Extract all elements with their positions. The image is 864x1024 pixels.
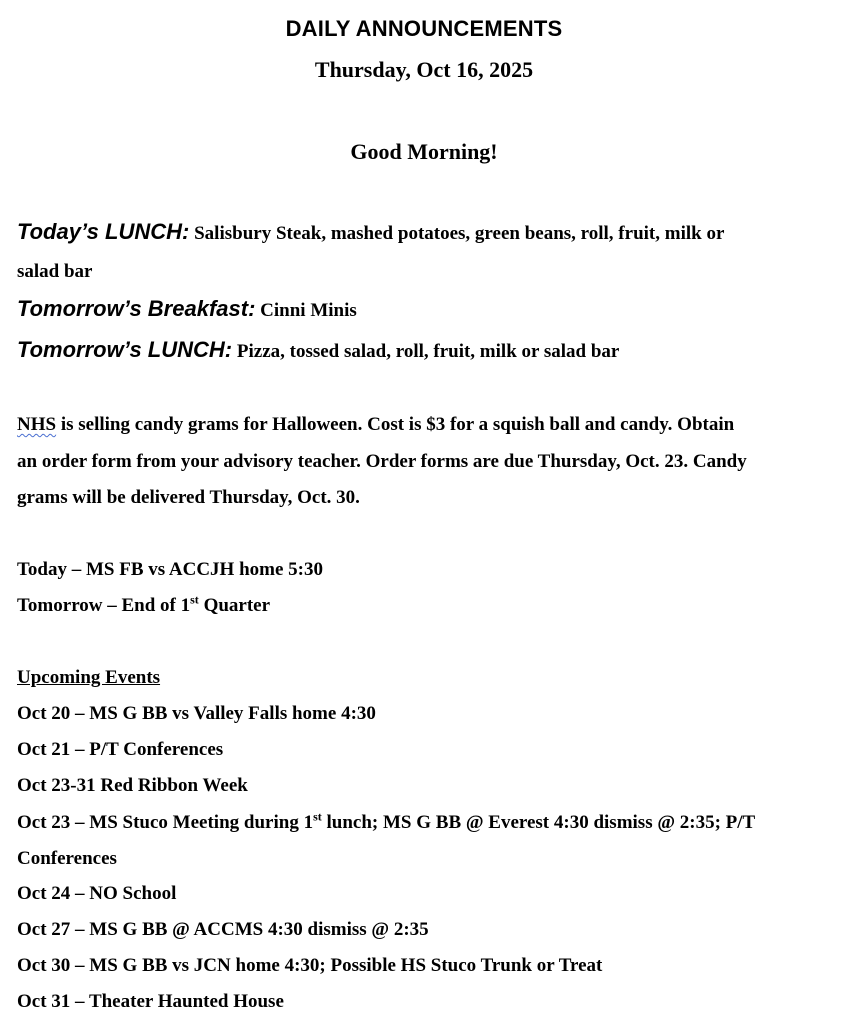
announcement-date: Thursday, Oct 16, 2025 [314, 57, 534, 82]
nhs-text: is selling candy grams for Halloween. Cost is $3 for a squish ball and candy. Obtain [56, 414, 735, 435]
today-lunch [17, 219, 724, 245]
tomorrow-breakfast [17, 296, 357, 322]
nhs-abbreviation: NHS [17, 414, 57, 435]
event-oct-23-continued: Conferences [17, 848, 117, 869]
tomorrow-lunch-label: Tomorrow’s LUNCH: [17, 337, 233, 362]
event-oct-23-suffix: lunch; MS G BB @ Everest 4:30 dismiss @ 2:35; P/T [321, 812, 756, 833]
tomorrow-event-text: Tomorrow – End of 1 [17, 595, 191, 616]
today-lunch-continued: salad bar [17, 261, 93, 282]
event-oct-23-text: Oct 23 – MS Stuco Meeting during 1 [17, 812, 314, 833]
event-oct-31: Oct 31 – Theater Haunted House [17, 991, 284, 1012]
event-oct-30: Oct 30 – MS G BB vs JCN home 4:30; Possible HS Stuco Trunk or Treat [17, 955, 603, 976]
nhs-announcement-line-3: grams will be delivered Thursday, Oct. 30. [17, 487, 360, 508]
tomorrow-event [17, 592, 271, 617]
tomorrow-event-suffix: Quarter [198, 595, 271, 616]
nhs-announcement-line-2: an order form from your advisory teacher. Order forms are due Thursday, Oct. 23. Candy [17, 451, 747, 472]
greeting: Good Morning! [350, 139, 498, 164]
tomorrow-lunch [17, 337, 619, 363]
tomorrow-lunch-menu: Pizza, tossed salad, roll, fruit, milk or salad bar [232, 341, 620, 362]
nhs-announcement-line-1 [17, 414, 734, 436]
event-oct-27: Oct 27 – MS G BB @ ACCMS 4:30 dismiss @ 2:35 [17, 919, 429, 940]
event-oct-20: Oct 20 – MS G BB vs Valley Falls home 4:30 [17, 703, 376, 724]
today-lunch-menu: Salisbury Steak, mashed potatoes, green beans, roll, fruit, milk or [189, 223, 725, 244]
tomorrow-breakfast-label: Tomorrow’s Breakfast: [17, 296, 256, 321]
event-oct-21: Oct 21 – P/T Conferences [17, 739, 224, 760]
ordinal-suffix: st [190, 592, 199, 607]
today-lunch-label: Today’s LUNCH: [17, 219, 190, 244]
tomorrow-breakfast-menu: Cinni Minis [255, 300, 357, 321]
event-oct-23 [17, 809, 756, 834]
page-title: DAILY ANNOUNCEMENTS [285, 16, 563, 41]
today-event: Today – MS FB vs ACCJH home 5:30 [17, 559, 323, 580]
event-oct-23-31: Oct 23-31 Red Ribbon Week [17, 775, 248, 796]
event-oct-24: Oct 24 – NO School [17, 883, 177, 904]
ordinal-suffix: st [313, 809, 322, 824]
upcoming-events-heading: Upcoming Events [17, 667, 161, 688]
